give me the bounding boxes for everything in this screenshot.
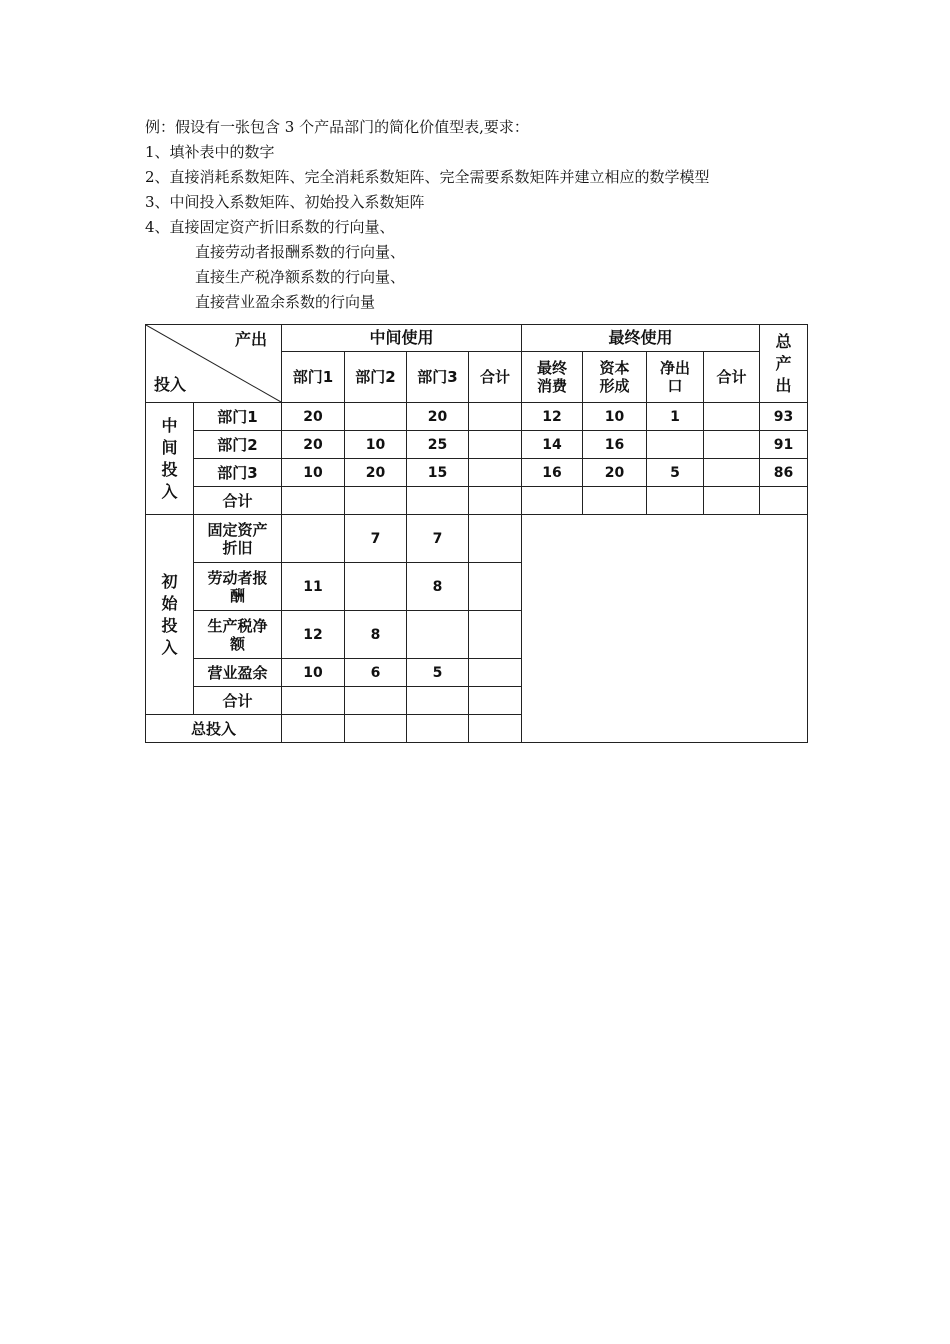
table-row bbox=[146, 459, 808, 487]
cell: 10 bbox=[282, 459, 345, 487]
intro-line: 例：假设有一张包含 3 个产品部门的简化价值型表,要求： bbox=[145, 118, 529, 136]
cell: 16 bbox=[522, 459, 583, 487]
cell bbox=[647, 487, 704, 515]
total-input-label: 总投入 bbox=[146, 715, 282, 743]
cell: 15 bbox=[407, 459, 469, 487]
cell: 20 bbox=[345, 459, 407, 487]
cell bbox=[407, 487, 469, 515]
cell bbox=[704, 431, 760, 459]
cell bbox=[760, 487, 808, 515]
cell bbox=[704, 459, 760, 487]
cell bbox=[407, 611, 469, 659]
cell bbox=[469, 431, 522, 459]
table-row bbox=[146, 487, 808, 515]
cell: 93 bbox=[760, 403, 808, 431]
cell bbox=[469, 459, 522, 487]
cell bbox=[469, 515, 522, 563]
cell bbox=[345, 687, 407, 715]
cell bbox=[469, 611, 522, 659]
cell bbox=[282, 487, 345, 515]
row-label: 劳动者报 酬 bbox=[194, 563, 282, 611]
row-label: 部门1 bbox=[194, 403, 282, 431]
cell bbox=[407, 687, 469, 715]
intermediate-use-header: 中间使用 bbox=[282, 325, 522, 352]
cell: 86 bbox=[760, 459, 808, 487]
intro-line: 4、直接固定资产折旧系数的行向量、 bbox=[145, 218, 395, 236]
cell bbox=[469, 403, 522, 431]
cell bbox=[469, 659, 522, 687]
row-label: 部门2 bbox=[194, 431, 282, 459]
col-header-dept1: 部门1 bbox=[282, 352, 345, 403]
cell: 10 bbox=[282, 659, 345, 687]
input-output-table bbox=[145, 324, 808, 743]
cell bbox=[469, 687, 522, 715]
cell: 20 bbox=[583, 459, 647, 487]
col-header-final-sum: 合计 bbox=[704, 352, 760, 403]
cell: 20 bbox=[407, 403, 469, 431]
cell bbox=[469, 487, 522, 515]
cell: 10 bbox=[345, 431, 407, 459]
cell: 20 bbox=[282, 431, 345, 459]
row-label: 营业盈余 bbox=[194, 659, 282, 687]
cell: 5 bbox=[407, 659, 469, 687]
cell: 7 bbox=[407, 515, 469, 563]
corner-output-label: 产出 bbox=[234, 330, 267, 349]
cell bbox=[345, 563, 407, 611]
table-row bbox=[146, 515, 808, 563]
intro-line: 直接营业盈余系数的行向量 bbox=[195, 293, 376, 311]
row-label: 固定资产 折旧 bbox=[194, 515, 282, 563]
cell: 5 bbox=[647, 459, 704, 487]
cell: 20 bbox=[282, 403, 345, 431]
col-header-dept2: 部门2 bbox=[345, 352, 407, 403]
cell bbox=[345, 487, 407, 515]
row-label: 合计 bbox=[194, 487, 282, 515]
intro-line: 2、直接消耗系数矩阵、完全消耗系数矩阵、完全需要系数矩阵并建立相应的数学模型 bbox=[145, 168, 710, 186]
cell: 16 bbox=[583, 431, 647, 459]
initial-input-label: 初 始 投 入 bbox=[146, 515, 194, 715]
cell: 25 bbox=[407, 431, 469, 459]
cell bbox=[704, 487, 760, 515]
intro-line: 1、填补表中的数字 bbox=[145, 143, 275, 161]
cell: 10 bbox=[583, 403, 647, 431]
col-header-consumption: 最终 消费 bbox=[522, 352, 583, 403]
cell: 11 bbox=[282, 563, 345, 611]
col-header-capital: 资本 形成 bbox=[583, 352, 647, 403]
col-header-net-export: 净出 口 bbox=[647, 352, 704, 403]
cell bbox=[407, 715, 469, 743]
row-label: 生产税净 额 bbox=[194, 611, 282, 659]
cell bbox=[282, 687, 345, 715]
cell bbox=[345, 715, 407, 743]
cell bbox=[469, 715, 522, 743]
corner-input-label: 投入 bbox=[154, 375, 187, 394]
cell: 8 bbox=[407, 563, 469, 611]
cell bbox=[647, 431, 704, 459]
cell: 1 bbox=[647, 403, 704, 431]
cell bbox=[583, 487, 647, 515]
cell bbox=[469, 563, 522, 611]
cell: 12 bbox=[522, 403, 583, 431]
cell bbox=[282, 515, 345, 563]
total-output-header: 总 产 出 bbox=[760, 325, 808, 403]
cell: 8 bbox=[345, 611, 407, 659]
cell: 14 bbox=[522, 431, 583, 459]
cell bbox=[345, 403, 407, 431]
cell: 91 bbox=[760, 431, 808, 459]
problem-statement bbox=[145, 115, 710, 315]
cell: 7 bbox=[345, 515, 407, 563]
row-label: 部门3 bbox=[194, 459, 282, 487]
table-row bbox=[146, 431, 808, 459]
row-label: 合计 bbox=[194, 687, 282, 715]
col-header-dept3: 部门3 bbox=[407, 352, 469, 403]
final-use-header: 最终使用 bbox=[522, 325, 760, 352]
intro-line: 3、中间投入系数矩阵、初始投入系数矩阵 bbox=[145, 193, 425, 211]
col-header-sum: 合计 bbox=[469, 352, 522, 403]
cell: 12 bbox=[282, 611, 345, 659]
corner-header-cell bbox=[146, 325, 282, 403]
cell bbox=[704, 403, 760, 431]
empty-region bbox=[522, 515, 808, 743]
cell: 6 bbox=[345, 659, 407, 687]
cell bbox=[282, 715, 345, 743]
intro-line: 直接生产税净额系数的行向量、 bbox=[195, 268, 406, 286]
intermediate-input-label: 中 间 投 入 bbox=[146, 403, 194, 515]
table-row bbox=[146, 403, 808, 431]
cell bbox=[522, 487, 583, 515]
intro-line: 直接劳动者报酬系数的行向量、 bbox=[195, 243, 406, 261]
